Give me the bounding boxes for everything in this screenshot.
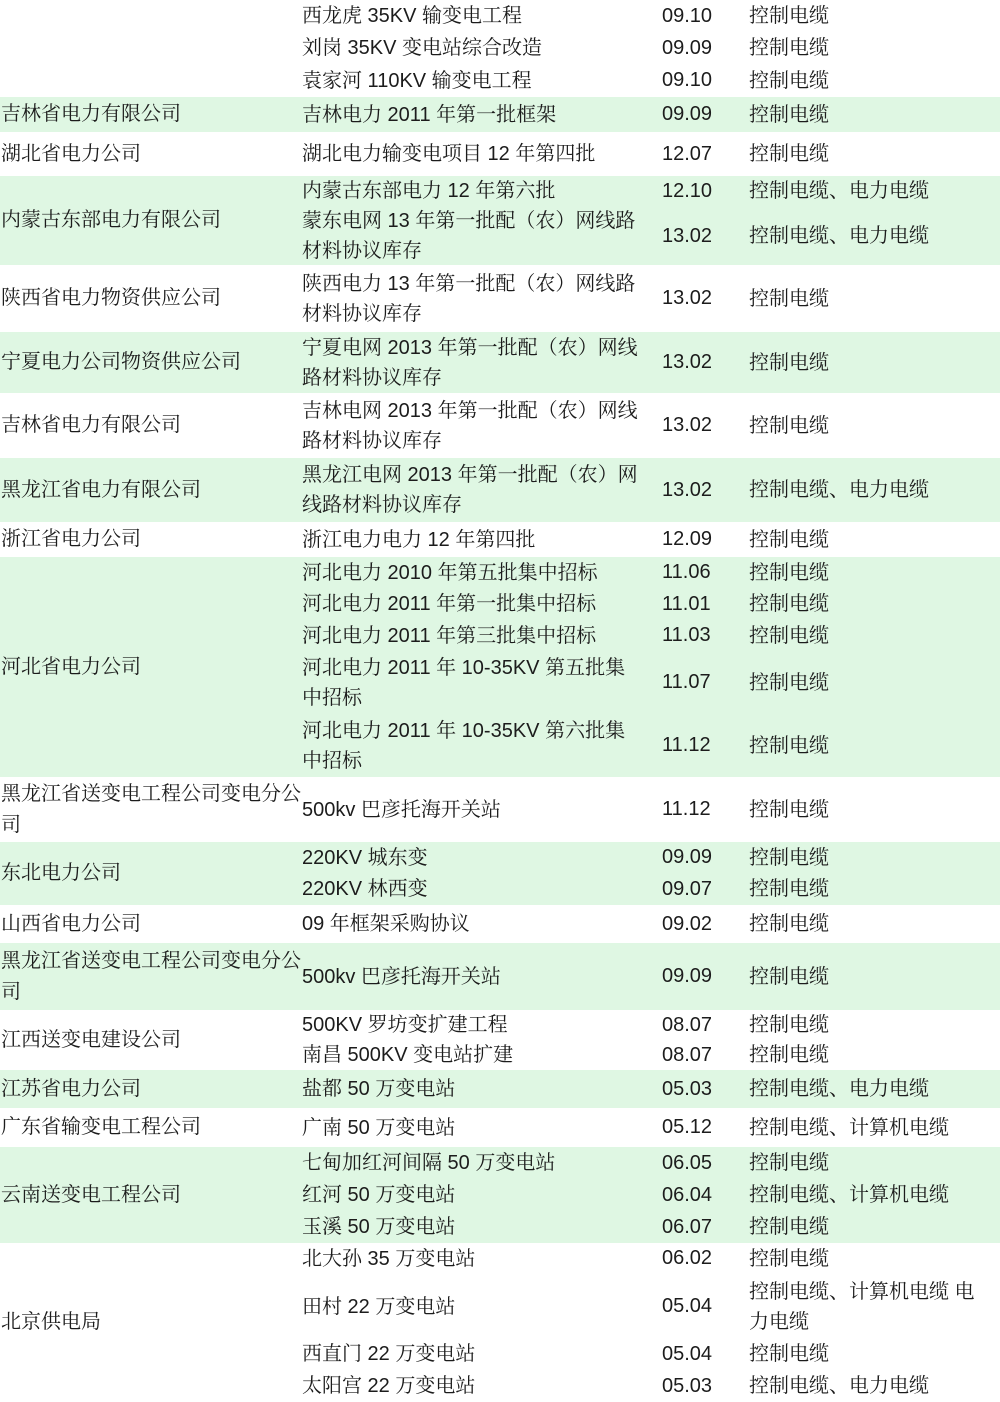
cable-type-cell: 控制电缆	[749, 1014, 829, 1036]
cable-type-cell: 控制电缆	[749, 798, 829, 821]
project-cell: 太阳宫 22 万变电站	[302, 1375, 476, 1398]
project-rows	[302, 97, 1000, 132]
project-cell: 河北电力 2011 年 10-35KV 第五批集中招标	[302, 656, 626, 709]
company-group	[0, 943, 1000, 1010]
project-cell: 七甸加红河间隔 50 万变电站	[302, 1152, 556, 1174]
company-cell	[0, 1243, 302, 1402]
company-cell	[0, 1147, 302, 1243]
project-cell: 西直门 22 万变电站	[302, 1343, 476, 1366]
date-cell: 11.07	[662, 671, 711, 694]
date-cell: 05.04	[662, 1295, 713, 1318]
company-cell	[0, 458, 302, 522]
cable-type-cell: 控制电缆	[749, 1044, 829, 1066]
company-cell	[0, 522, 302, 557]
table-row	[302, 206, 1000, 266]
cable-type-cell: 控制电缆	[749, 351, 829, 374]
project-cell: 南昌 500KV 变电站扩建	[302, 1044, 514, 1066]
date-cell: 09.10	[662, 4, 713, 27]
date-cell: 11.12	[662, 734, 711, 757]
company-group	[0, 557, 1000, 777]
table-row	[302, 458, 1000, 522]
company-group	[0, 0, 1000, 97]
company-name: 河北省电力公司	[1, 655, 141, 678]
table-row	[302, 943, 1000, 1010]
project-cell: 500kv 巴彦托海开关站	[302, 965, 501, 988]
company-name: 东北电力公司	[1, 862, 121, 884]
date-cell: 13.02	[662, 351, 713, 373]
table-row	[302, 132, 1000, 176]
project-cell: 河北电力 2011 年第三批集中招标	[302, 624, 597, 647]
company-name: 广东省输变电工程公司	[1, 1116, 201, 1138]
table-row	[302, 557, 1000, 588]
table-row	[302, 65, 1000, 97]
company-group	[0, 1070, 1000, 1108]
project-rows	[302, 458, 1000, 522]
cable-type-cell: 控制电缆	[749, 965, 829, 988]
company-cell	[0, 943, 302, 1010]
date-cell: 13.02	[662, 478, 713, 501]
company-name: 江苏省电力公司	[1, 1077, 141, 1100]
date-cell: 12.07	[662, 142, 713, 165]
date-cell: 09.02	[662, 912, 713, 935]
company-cell	[0, 393, 302, 458]
table-row	[302, 874, 1000, 906]
project-rows	[302, 265, 1000, 332]
cable-type-cell: 控制电缆	[749, 414, 829, 437]
cable-type-cell: 控制电缆、计算机电缆	[749, 1116, 949, 1139]
date-cell: 05.04	[662, 1342, 713, 1365]
date-cell: 13.02	[662, 287, 713, 309]
cable-type-cell: 控制电缆	[749, 846, 829, 869]
company-name: 江西送变电建设公司	[1, 1028, 181, 1051]
table-row	[302, 714, 1000, 777]
cable-type-cell: 控制电缆、电力电缆	[749, 1375, 929, 1398]
company-cell	[0, 176, 302, 265]
project-cell: 黑龙江电网 2013 年第一批配（农）网线路材料协议库存	[302, 464, 638, 516]
cable-type-cell: 控制电缆	[749, 624, 829, 647]
project-cell: 西龙虎 35KV 输变电工程	[302, 5, 523, 28]
company-name: 吉林省电力有限公司	[1, 103, 181, 125]
date-cell: 08.07	[662, 1013, 713, 1036]
table-row	[302, 1010, 1000, 1040]
company-cell	[0, 777, 302, 842]
project-rows	[302, 1243, 1000, 1402]
date-cell: 09.09	[662, 103, 713, 125]
project-rows	[302, 522, 1000, 557]
company-name: 浙江省电力公司	[1, 528, 141, 550]
company-group	[0, 905, 1000, 943]
company-group	[0, 332, 1000, 393]
project-cell: 广南 50 万变电站	[302, 1116, 456, 1139]
table-row	[302, 522, 1000, 557]
date-cell: 11.06	[662, 561, 711, 584]
project-rows	[302, 1147, 1000, 1243]
cable-type-cell: 控制电缆	[749, 37, 829, 60]
project-cell: 内蒙古东部电力 12 年第六批	[302, 180, 556, 202]
cable-type-cell: 控制电缆	[749, 878, 829, 901]
company-cell	[0, 905, 302, 943]
cable-type-cell: 控制电缆	[749, 103, 829, 126]
company-cell	[0, 842, 302, 905]
project-cell: 盐都 50 万变电站	[302, 1078, 456, 1100]
cable-type-cell: 控制电缆	[749, 1216, 829, 1238]
table-row	[302, 32, 1000, 64]
company-group	[0, 132, 1000, 176]
project-rows	[302, 905, 1000, 943]
cable-type-cell: 控制电缆	[749, 734, 829, 757]
project-cell: 浙江电力电力 12 年第四批	[302, 528, 536, 551]
date-cell: 11.12	[662, 798, 711, 820]
table-row	[302, 176, 1000, 206]
project-cell: 宁夏电网 2013 年第一批配（农）网线路材料协议库存	[302, 336, 638, 389]
cable-type-cell: 控制电缆	[749, 287, 829, 310]
date-cell: 05.03	[662, 1077, 713, 1100]
company-cell	[0, 132, 302, 176]
company-name: 湖北省电力公司	[1, 142, 141, 165]
company-group	[0, 1108, 1000, 1147]
project-rows	[302, 842, 1000, 905]
date-cell: 09.09	[662, 36, 713, 59]
table-row	[302, 1070, 1000, 1108]
company-group	[0, 1010, 1000, 1070]
cable-type-cell: 控制电缆	[749, 671, 829, 694]
company-cell	[0, 1070, 302, 1108]
table-row	[302, 1108, 1000, 1147]
cable-type-cell: 控制电缆	[749, 528, 829, 551]
company-cell	[0, 557, 302, 777]
cable-type-cell: 控制电缆	[749, 5, 829, 28]
company-group	[0, 522, 1000, 557]
table-row	[302, 651, 1000, 714]
table-row	[302, 393, 1000, 458]
project-cell: 河北电力 2011 年第一批集中招标	[302, 593, 597, 616]
project-cell: 吉林电力 2011 年第一批框架	[302, 103, 557, 126]
table-row	[302, 1275, 1000, 1339]
table-row	[302, 620, 1000, 651]
project-cell: 河北电力 2010 年第五批集中招标	[302, 561, 598, 584]
date-cell: 09.09	[662, 965, 713, 987]
company-name: 黑龙江省送变电工程公司变电分公司	[1, 949, 301, 1003]
company-name: 吉林省电力有限公司	[1, 414, 181, 436]
company-group	[0, 458, 1000, 522]
table-row	[302, 1211, 1000, 1243]
cable-type-cell: 控制电缆	[749, 1343, 829, 1366]
project-cell: 袁家河 110KV 输变电工程	[302, 69, 532, 92]
date-cell: 09.07	[662, 877, 713, 900]
project-rows	[302, 0, 1000, 97]
company-cell	[0, 1010, 302, 1070]
table-row	[302, 1040, 1000, 1070]
project-cell: 500kv 巴彦托海开关站	[302, 798, 501, 821]
cable-type-cell: 控制电缆	[749, 69, 829, 92]
cable-type-cell: 控制电缆、电力电缆	[749, 180, 929, 202]
project-cell: 玉溪 50 万变电站	[302, 1216, 456, 1238]
project-rows	[302, 132, 1000, 176]
table-row	[302, 1370, 1000, 1402]
company-name: 内蒙古东部电力有限公司	[1, 209, 221, 231]
company-cell	[0, 0, 302, 97]
company-name: 云南送变电工程公司	[1, 1183, 181, 1206]
company-name: 黑龙江省电力有限公司	[1, 478, 201, 501]
company-group	[0, 842, 1000, 905]
cable-type-cell: 控制电缆	[749, 561, 829, 584]
date-cell: 09.09	[662, 846, 713, 869]
cable-type-cell: 控制电缆	[749, 593, 829, 616]
company-name: 黑龙江省送变电工程公司变电分公司	[1, 782, 301, 836]
company-cell	[0, 97, 302, 132]
project-cell: 红河 50 万变电站	[302, 1184, 456, 1206]
table-row	[302, 265, 1000, 332]
date-cell: 06.05	[662, 1151, 713, 1174]
company-name: 宁夏电力公司物资供应公司	[1, 351, 241, 373]
project-cell: 刘岗 35KV 变电站综合改造	[302, 37, 543, 60]
table-row	[302, 905, 1000, 943]
company-name: 山西省电力公司	[1, 912, 141, 935]
date-cell: 13.02	[662, 224, 713, 247]
project-cell: 河北电力 2011 年 10-35KV 第六批集中招标	[302, 719, 626, 772]
date-cell: 11.03	[662, 624, 711, 647]
project-cell: 北大孙 35 万变电站	[302, 1247, 476, 1270]
company-group	[0, 1147, 1000, 1243]
project-cell: 220KV 城东变	[302, 846, 428, 869]
project-cell: 500KV 罗坊变扩建工程	[302, 1014, 508, 1036]
project-rows	[302, 332, 1000, 393]
project-rows	[302, 943, 1000, 1010]
project-rows	[302, 176, 1000, 265]
project-rows	[302, 393, 1000, 458]
project-rows	[302, 777, 1000, 842]
project-rows	[302, 557, 1000, 777]
cable-type-cell: 控制电缆	[749, 913, 829, 935]
project-cell: 220KV 林西变	[302, 878, 428, 901]
table-row	[302, 0, 1000, 32]
date-cell: 12.10	[662, 179, 713, 202]
date-cell: 05.03	[662, 1374, 713, 1397]
date-cell: 06.02	[662, 1247, 713, 1270]
project-rows	[302, 1070, 1000, 1108]
cable-type-cell: 控制电缆、电力电缆	[749, 479, 929, 501]
project-cell: 蒙东电网 13 年第一批配（农）网线路材料协议库存	[302, 210, 636, 262]
company-group	[0, 393, 1000, 458]
cable-type-cell: 控制电缆、计算机电缆 电力电缆	[749, 1280, 975, 1333]
project-cell: 陕西电力 13 年第一批配（农）网线路材料协议库存	[302, 272, 636, 325]
project-cell: 湖北电力输变电项目 12 年第四批	[302, 143, 596, 165]
table-row	[302, 588, 1000, 619]
project-cell: 田村 22 万变电站	[302, 1295, 456, 1318]
project-rows	[302, 1010, 1000, 1070]
project-cell: 09 年框架采购协议	[302, 913, 470, 935]
table-row	[302, 97, 1000, 132]
date-cell: 08.07	[662, 1043, 713, 1066]
table-row	[302, 1243, 1000, 1275]
company-cell	[0, 1108, 302, 1147]
company-group	[0, 265, 1000, 332]
company-group	[0, 176, 1000, 265]
company-group	[0, 777, 1000, 842]
date-cell: 06.04	[662, 1183, 713, 1206]
cable-type-cell: 控制电缆	[749, 1152, 829, 1174]
date-cell: 13.02	[662, 414, 713, 436]
table-row	[302, 842, 1000, 874]
date-cell: 12.09	[662, 528, 713, 550]
company-group	[0, 1243, 1000, 1402]
date-cell: 09.10	[662, 69, 713, 92]
cable-type-cell: 控制电缆、计算机电缆	[749, 1184, 949, 1206]
company-name: 北京供电局	[1, 1311, 101, 1333]
company-cell	[0, 265, 302, 332]
cable-type-cell: 控制电缆	[749, 143, 829, 165]
table-row	[302, 1338, 1000, 1370]
date-cell: 11.01	[662, 592, 711, 615]
table-row	[302, 1147, 1000, 1179]
project-cell: 吉林电网 2013 年第一批配（农）网线路材料协议库存	[302, 399, 638, 452]
date-cell: 06.07	[662, 1215, 713, 1238]
table-row	[302, 332, 1000, 393]
date-cell: 05.12	[662, 1116, 713, 1138]
table-row	[302, 777, 1000, 842]
company-group	[0, 97, 1000, 132]
project-rows	[302, 1108, 1000, 1147]
table-row	[302, 1179, 1000, 1211]
cable-type-cell: 控制电缆	[749, 1247, 829, 1270]
company-name: 陕西省电力物资供应公司	[1, 287, 221, 309]
cable-type-cell: 控制电缆、电力电缆	[749, 1078, 929, 1100]
cable-type-cell: 控制电缆、电力电缆	[749, 225, 929, 247]
company-cell	[0, 332, 302, 393]
